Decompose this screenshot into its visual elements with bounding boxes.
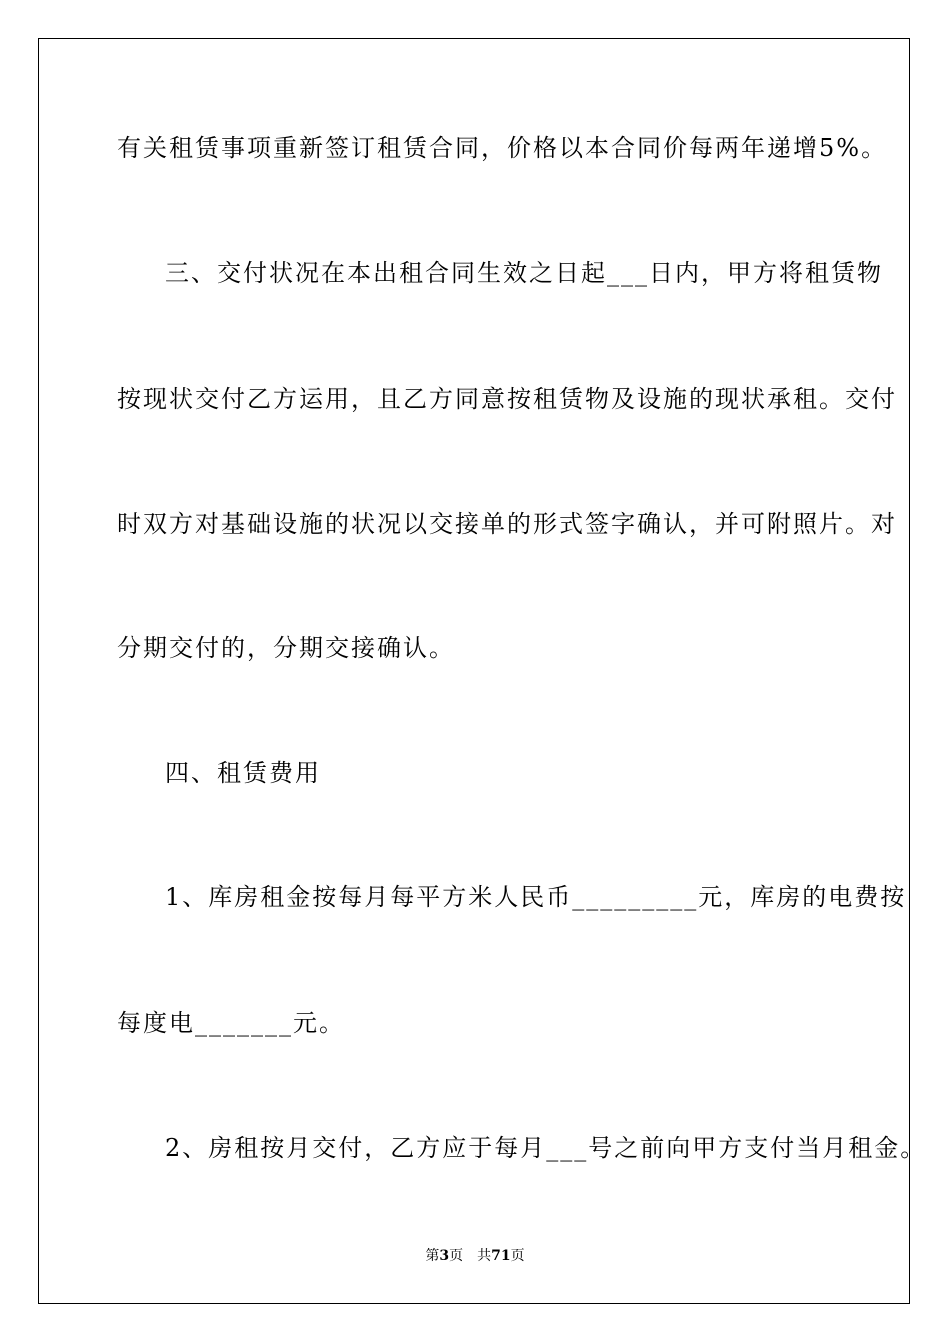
total-suffix: 页 [510, 1248, 525, 1264]
total-prefix: 共 [477, 1248, 492, 1264]
page-number: 3 [439, 1248, 450, 1264]
paragraph-line-9: 2、房租按月交付，乙方应于每月___号之前向甲方支付当月租金。 [165, 1134, 927, 1162]
paragraph-line-5: 分期交付的，分期交接确认。 [117, 634, 455, 662]
page-footer [0, 1248, 950, 1264]
paragraph-line-2: 三、交付状况在本出租合同生效之日起___日内，甲方将租赁物 [165, 259, 883, 287]
page-prefix: 第 [425, 1248, 440, 1264]
paragraph-line-7: 1、库房租金按每月每平方米人民币_________元，库房的电费按 [165, 883, 907, 911]
paragraph-line-4: 时双方对基础设施的状况以交接单的形式签字确认，并可附照片。对 [117, 510, 897, 538]
paragraph-line-8: 每度电_______元。 [117, 1009, 345, 1037]
page-border [38, 38, 910, 1304]
paragraph-line-3: 按现状交付乙方运用，且乙方同意按租赁物及设施的现状承租。交付 [117, 385, 897, 413]
section-heading: 四、租赁费用 [165, 759, 321, 787]
paragraph-line-1: 有关租赁事项重新签订租赁合同，价格以本合同价每两年递增5%。 [117, 134, 888, 162]
total-pages: 71 [491, 1248, 511, 1264]
page-suffix: 页 [449, 1248, 464, 1264]
